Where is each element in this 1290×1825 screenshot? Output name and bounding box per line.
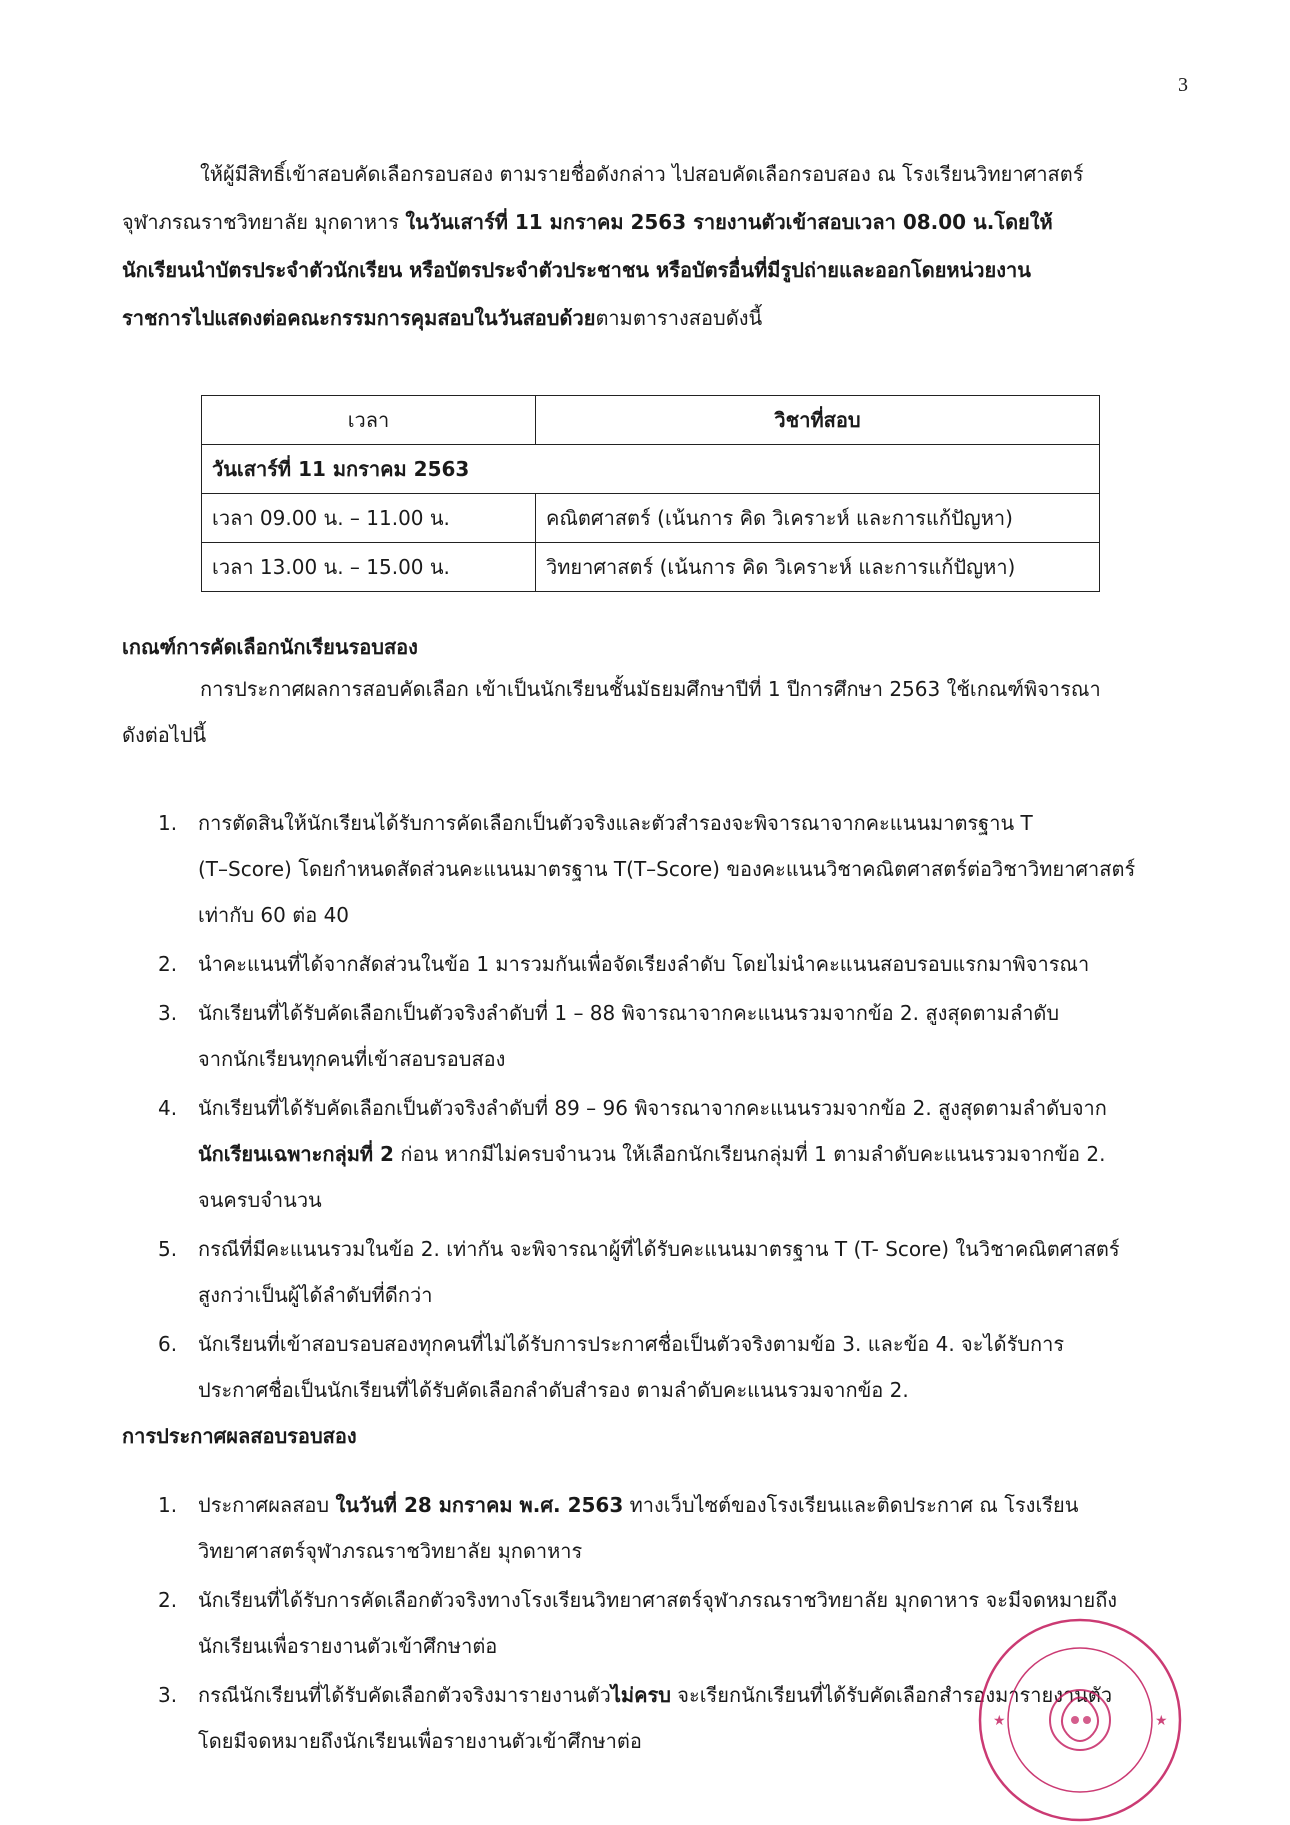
time-cell: เวลา 13.00 น. – 15.00 น. [202, 543, 536, 592]
table-header-row [202, 396, 1100, 445]
intro-line: ให้ผู้มีสิทธิ์เข้าสอบคัดเลือกรอบสอง ตามรายชื่อดังกล่าว ไปสอบคัดเลือกรอบสอง ณ โรงเรียนวิทยาศาสตร์ [200, 162, 1084, 186]
item-text-part: ประกาศผลสอบ [198, 1493, 336, 1517]
list-item [158, 1085, 1190, 1223]
item-text: โดยมีจดหมายถึงนักเรียนเพื่อรายงานตัวเข้าศึกษาต่อ [198, 1729, 642, 1753]
item-text-part: ทางเว็บไซต์ของโรงเรียนและติดประกาศ ณ โรงเรียน [623, 1493, 1079, 1517]
table-day-row [202, 445, 1100, 494]
item-text: วิทยาศาสตร์จุฬาภรณราชวิทยาลัย มุกดาหาร [198, 1539, 583, 1563]
intro-text: จุฬาภรณราชวิทยาลัย มุกดาหาร [122, 210, 406, 234]
table-row [202, 494, 1100, 543]
column-header-subject: วิชาที่สอบ [536, 396, 1100, 445]
intro-line [122, 294, 1190, 342]
list-item [158, 800, 1190, 938]
item-text [198, 1482, 1190, 1528]
item-text: จากนักเรียนทุกคนที่เข้าสอบรอบสอง [198, 1047, 506, 1071]
item-number: 2. [158, 952, 178, 976]
table-row [202, 543, 1100, 592]
announce-heading: การประกาศผลสอบรอบสอง [122, 1424, 357, 1448]
item-text: (T–Score) โดยกำหนดสัดส่วนคะแนนมาตรฐาน T(T–Score) ของคะแนนวิชาคณิตศาสตร์ต่อวิชาวิทยาศาสตร์ [198, 857, 1136, 881]
item-text: กรณีที่มีคะแนนรวมในข้อ 2. เท่ากัน จะพิจารณาผู้ที่ได้รับคะแนนมาตรฐาน T (T- Score) ในวิชาคณิตศาสตร์ [198, 1237, 1120, 1261]
item-text: นักเรียนที่ได้รับคัดเลือกเป็นตัวจริงลำดับที่ 89 – 96 พิจารณาจากคะแนนรวมจากข้อ 2. สูงสุดตามลำดับจาก [198, 1096, 1107, 1120]
item-text [198, 1131, 1190, 1177]
criteria-intro-line: ดังต่อไปนี้ [122, 723, 207, 747]
item-text: นักเรียนเพื่อรายงานตัวเข้าศึกษาต่อ [198, 1634, 498, 1658]
list-item [158, 1321, 1190, 1413]
item-number: 6. [158, 1332, 178, 1356]
item-number: 3. [158, 1001, 178, 1025]
item-number: 1. [158, 1493, 178, 1517]
item-text-part: จะเรียกนักเรียนที่ได้รับคัดเลือกสำรองมารายงานตัว [670, 1683, 1113, 1707]
item-text-part: กรณีนักเรียนที่ได้รับคัดเลือกตัวจริงมารายงานตัว [198, 1683, 611, 1707]
list-item [158, 1482, 1190, 1574]
time-cell: เวลา 09.00 น. – 11.00 น. [202, 494, 536, 543]
item-text: การตัดสินให้นักเรียนได้รับการคัดเลือกเป็นตัวจริงและตัวสำรองจะพิจารณาจากคะแนนมาตรฐาน T [198, 811, 1033, 835]
item-number: 3. [158, 1683, 178, 1707]
intro-bold-text: นักเรียนนำบัตรประจำตัวนักเรียน หรือบัตรประจำตัวประชาชน หรือบัตรอื่นที่มีรูปถ่ายและออกโดยหน่วยงาน [122, 258, 1031, 282]
item-number: 1. [158, 811, 178, 835]
svg-text:★: ★ [993, 1713, 1006, 1729]
item-text: นักเรียนที่ได้รับการคัดเลือกตัวจริงทางโรงเรียนวิทยาศาสตร์จุฬาภรณราชวิทยาลัย มุกดาหาร จะมีจดหมายถึง [198, 1588, 1118, 1612]
item-text: นักเรียนที่เข้าสอบรอบสองทุกคนที่ไม่ได้รับการประกาศชื่อเป็นตัวจริงตามข้อ 3. และข้อ 4. จะได้รับการ [198, 1332, 1065, 1356]
item-text: นักเรียนที่ได้รับคัดเลือกเป็นตัวจริงลำดับที่ 1 – 88 พิจารณาจากคะแนนรวมจากข้อ 2. สูงสุดตามลำดับ [198, 1001, 1060, 1025]
item-number: 5. [158, 1237, 178, 1261]
criteria-intro-line: การประกาศผลการสอบคัดเลือก เข้าเป็นนักเรียนชั้นมัธยมศึกษาปีที่ 1 ปีการศึกษา 2563 ใช้เกณฑ์พิจารณา [200, 677, 1101, 701]
subject-cell: คณิตศาสตร์ (เน้นการ คิด วิเคราะห์ และการแก้ปัญหา) [536, 494, 1100, 543]
school-seal-stamp [975, 1615, 1185, 1825]
item-text: เท่ากับ 60 ต่อ 40 [198, 903, 350, 927]
list-item [158, 1226, 1190, 1318]
item-number: 4. [158, 1096, 178, 1120]
intro-bold-text: ในวันเสาร์ที่ 11 มกราคม 2563 รายงานตัวเข้าสอบเวลา 08.00 น.โดยให้ [405, 210, 1053, 234]
criteria-list [158, 800, 1190, 1416]
exam-day-cell: วันเสาร์ที่ 11 มกราคม 2563 [202, 445, 1100, 494]
item-bold-text: ไม่ครบ [610, 1683, 671, 1707]
item-text: ประกาศชื่อเป็นนักเรียนที่ได้รับคัดเลือกลำดับสำรอง ตามลำดับคะแนนรวมจากข้อ 2. [198, 1378, 909, 1402]
item-bold-text: นักเรียนเฉพาะกลุ่มที่ 2 [198, 1142, 394, 1166]
item-number: 2. [158, 1588, 178, 1612]
item-text: นำคะแนนที่ได้จากสัดส่วนในข้อ 1 มารวมกันเพื่อจัดเรียงลำดับ โดยไม่นำคะแนนสอบรอบแรกมาพิจารณา [198, 952, 1090, 976]
intro-bold-text: ราชการไปแสดงต่อคณะกรรมการคุมสอบในวันสอบด้วย [122, 306, 596, 330]
item-text: สูงกว่าเป็นผู้ได้ลำดับที่ดีกว่า [198, 1283, 433, 1307]
item-text-part: ก่อน หากมีไม่ครบจำนวน ให้เลือกนักเรียนกลุ่มที่ 1 ตามลำดับคะแนนรวมจากข้อ 2. [393, 1142, 1106, 1166]
page-number: 3 [1178, 74, 1188, 96]
list-item [158, 941, 1190, 987]
intro-line [122, 246, 1190, 294]
intro-paragraph [122, 150, 1190, 342]
column-header-time: เวลา [202, 396, 536, 445]
exam-schedule-table [201, 395, 1100, 592]
criteria-intro [122, 666, 1190, 758]
svg-text:★: ★ [1155, 1713, 1168, 1729]
item-bold-text: ในวันที่ 28 มกราคม พ.ศ. 2563 [335, 1493, 624, 1517]
criteria-heading: เกณฑ์การคัดเลือกนักเรียนรอบสอง [122, 635, 418, 659]
subject-cell: วิทยาศาสตร์ (เน้นการ คิด วิเคราะห์ และการแก้ปัญหา) [536, 543, 1100, 592]
list-item [158, 990, 1190, 1082]
intro-line [122, 198, 1190, 246]
intro-text: ตามตารางสอบดังนี้ [595, 306, 763, 330]
item-text: จนครบจำนวน [198, 1188, 322, 1212]
